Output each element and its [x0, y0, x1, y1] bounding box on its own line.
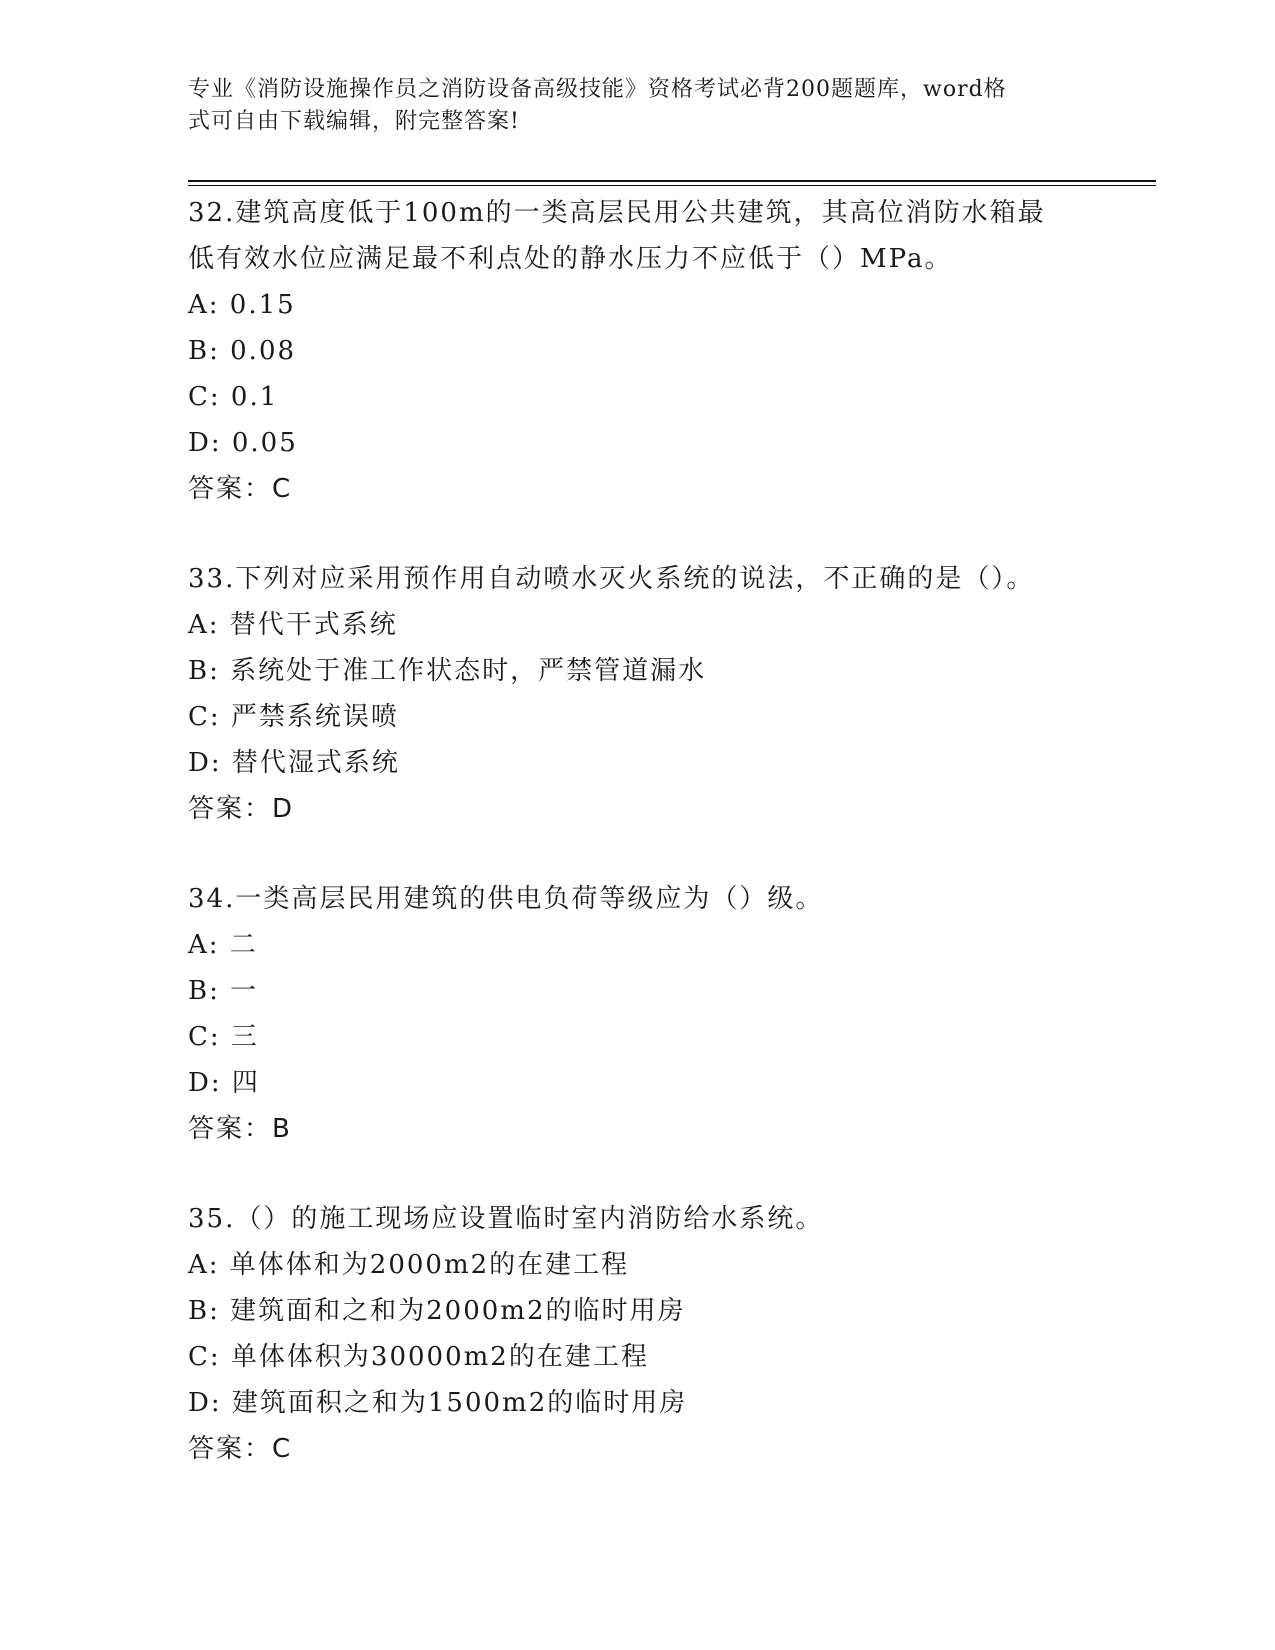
question-stem-line-1: 33.下列对应采用预作用自动喷水灭火系统的说法，不正确的是（）。 [188, 564, 1035, 594]
document-intro [188, 74, 1068, 138]
header-divider-thin [188, 185, 1156, 186]
question-spacer [188, 1152, 1068, 1196]
question-spacer [188, 512, 1068, 556]
option-c: C: 单体体积为30000m2的在建工程 [188, 1342, 649, 1372]
option-d: D: 四 [188, 1068, 260, 1098]
intro-line-2: 式可自由下载编辑，附完整答案! [188, 109, 520, 134]
question-stem-line-1: 35.（）的施工现场应设置临时室内消防给水系统。 [188, 1204, 824, 1234]
option-b: B: 系统处于准工作状态时，严禁管道漏水 [188, 656, 707, 686]
option-c: C: 严禁系统误喷 [188, 702, 399, 732]
option-a: A: 0.15 [188, 290, 296, 320]
header-divider-thick [188, 180, 1156, 182]
option-d: D: 0.05 [188, 428, 298, 458]
option-d: D: 替代湿式系统 [188, 748, 400, 778]
question-stem-line-1: 34.一类高层民用建筑的供电负荷等级应为（）级。 [188, 884, 824, 914]
answer: 答案：D [188, 794, 295, 824]
question-35 [188, 1196, 1068, 1472]
option-b: B: 一 [188, 976, 259, 1006]
question-stem-line-1: 32.建筑高度低于100m的一类高层民用公共建筑，其高位消防水箱最 [188, 198, 1046, 228]
answer: 答案：B [188, 1114, 292, 1144]
question-spacer [188, 832, 1068, 876]
question-33 [188, 556, 1068, 832]
option-c: C: 0.1 [188, 382, 279, 412]
option-a: A: 二 [188, 930, 258, 960]
answer: 答案：C [188, 1434, 293, 1464]
option-c: C: 三 [188, 1022, 259, 1052]
question-list [188, 190, 1068, 1472]
question-34 [188, 876, 1068, 1152]
answer: 答案：C [188, 474, 293, 504]
question-32 [188, 190, 1068, 512]
intro-line-1: 专业《消防设施操作员之消防设备高级技能》资格考试必背200题题库，word格 [188, 77, 1007, 102]
option-b: B: 0.08 [188, 336, 297, 366]
question-stem-line-2: 低有效水位应满足最不利点处的静水压力不应低于（）MPa。 [188, 244, 953, 274]
option-d: D: 建筑面积之和为1500m2的临时用房 [188, 1388, 688, 1418]
option-a: A: 替代干式系统 [188, 610, 398, 640]
option-b: B: 建筑面和之和为2000m2的临时用房 [188, 1296, 686, 1326]
option-a: A: 单体体和为2000m2的在建工程 [188, 1250, 630, 1280]
